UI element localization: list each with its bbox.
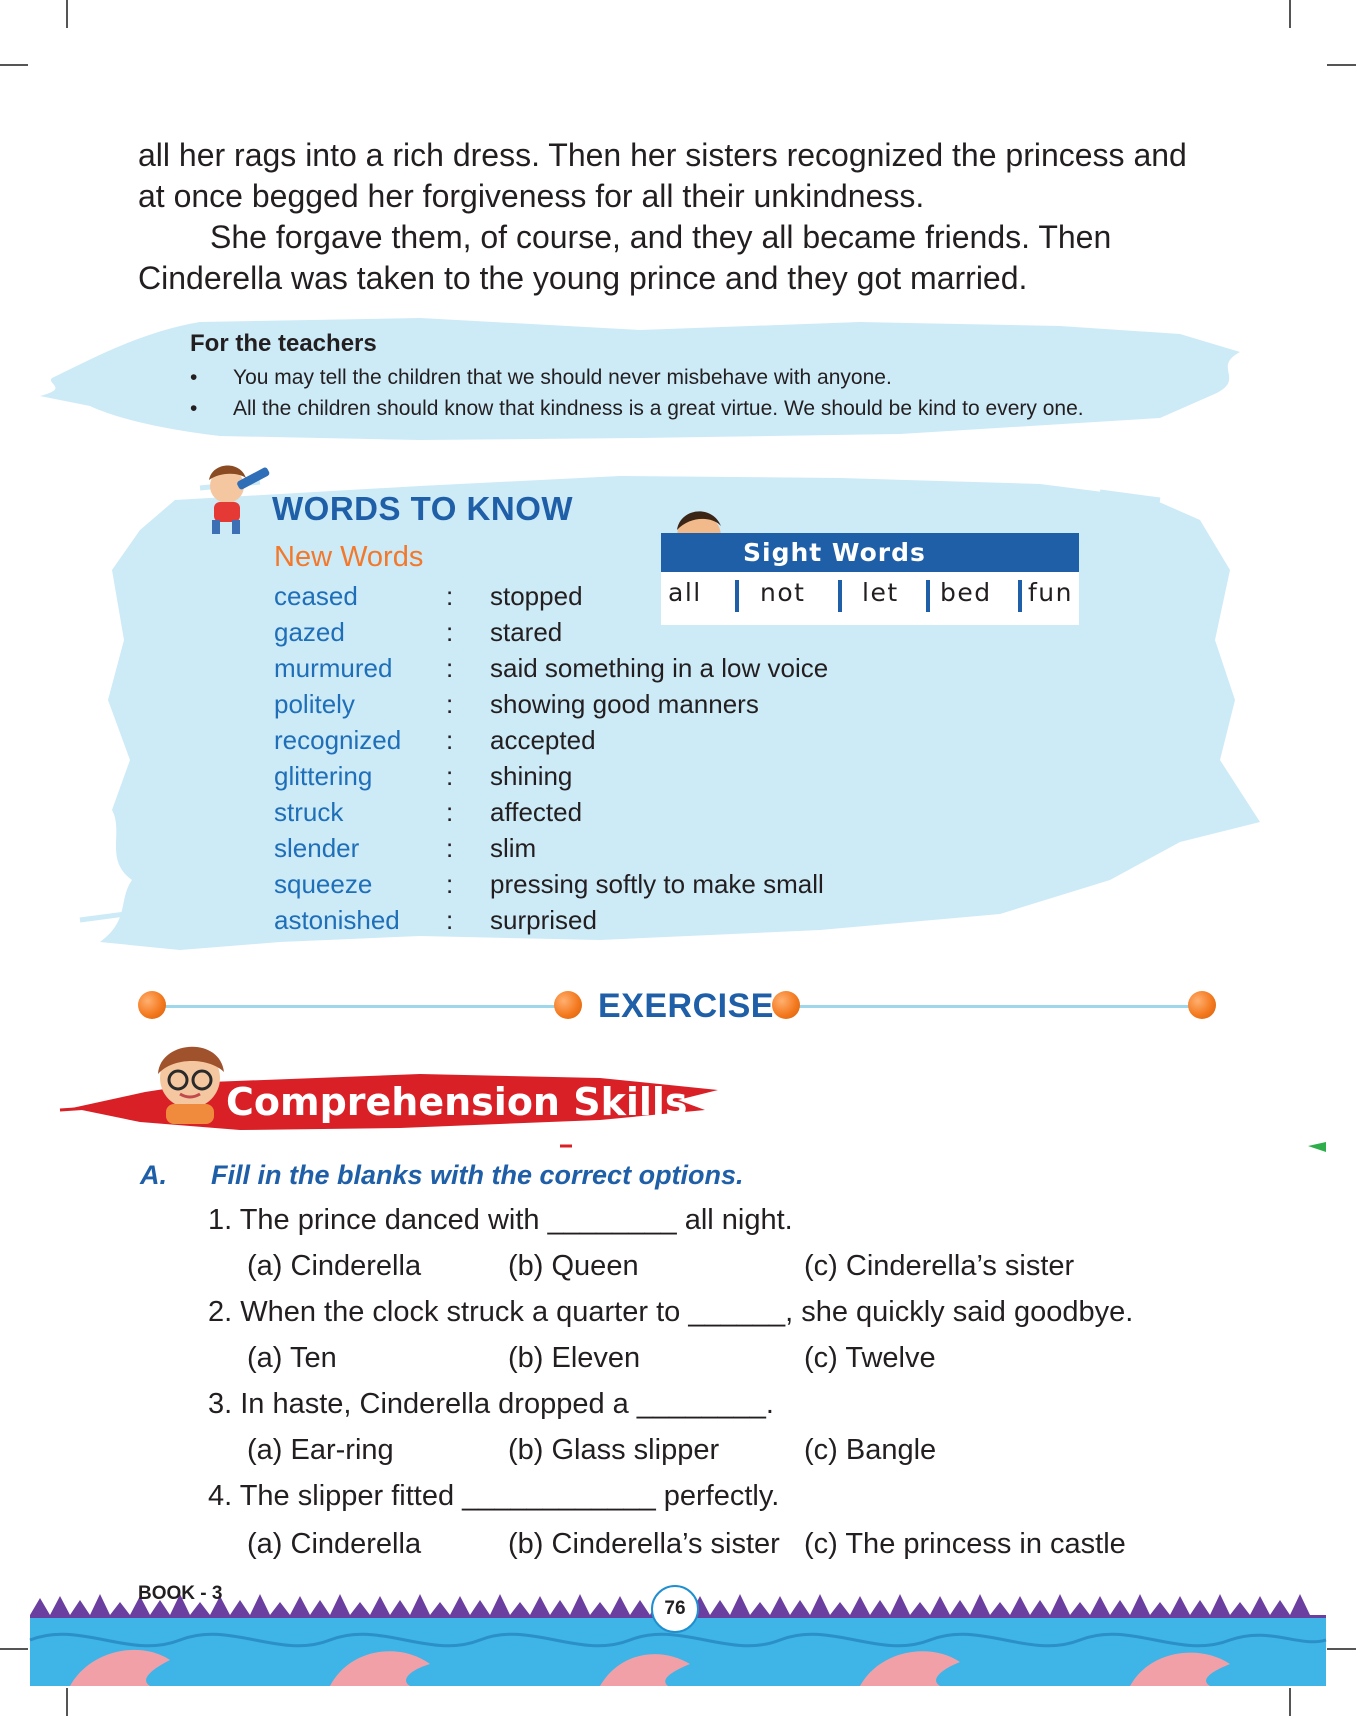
word: politely [274,689,355,719]
option: (c) Cinderella’s sister [804,1250,1075,1282]
option: (b) Glass slipper [508,1434,720,1466]
sight-word-divider [926,580,930,612]
question: 3. In haste, Cinderella dropped a ________. [208,1388,774,1420]
story-paragraph: She forgave them, of course, and they all became friends. Then Cinderella was taken to the young prince and they got married. [138,219,1112,296]
word-separator: : [446,833,454,863]
word-meaning: shining [490,761,573,791]
word: glittering [274,761,373,791]
option: (c) Twelve [804,1342,936,1374]
word-separator: : [446,653,454,683]
teachers-note [190,330,1190,424]
word-separator: : [446,581,454,611]
option: (a) Cinderella [247,1528,422,1560]
sight-word: bed [940,578,992,607]
word-meaning: said something in a low voice [490,653,829,683]
sight-words-box [661,533,1079,625]
words-to-know-title: WORDS TO KNOW [272,490,574,527]
question: 1. The prince danced with ________ all night. [208,1204,793,1236]
option: (a) Cinderella [247,1250,422,1282]
sight-word: fun [1028,578,1073,607]
teachers-note-item: • You may tell the children that we should never misbehave with anyone. [190,362,1190,393]
section-letter: A. [140,1160,167,1190]
orange-dot-icon [138,991,166,1019]
sight-word: all [668,578,702,607]
question: 2. When the clock struck a quarter to ______, she quickly said goodbye. [208,1296,1134,1328]
new-words-title: New Words [274,541,424,573]
sight-word: not [760,578,806,607]
word: murmured [274,653,393,683]
word: struck [274,797,344,827]
orange-dot-icon [554,991,582,1019]
word-separator: : [446,797,454,827]
word-meaning: showing good manners [490,689,759,719]
word: slender [274,833,360,863]
word: squeeze [274,869,373,899]
word: astonished [274,905,400,935]
exercise-title: EXERCISE [598,987,774,1025]
question: 4. The slipper fitted ____________ perfectly. [208,1480,780,1512]
option: (a) Ear-ring [247,1434,394,1466]
page-number: 76 [651,1585,699,1633]
word-meaning: accepted [490,725,596,755]
option: (a) Ten [247,1342,337,1374]
word-separator: : [446,761,454,791]
section-instruction: Fill in the blanks with the correct options. [211,1160,744,1190]
word-separator: : [446,869,454,899]
word-separator: : [446,905,454,935]
word-meaning: slim [490,833,537,863]
story-text [138,135,1218,299]
word-meaning: affected [490,797,583,827]
word-meaning: pressing softly to make small [490,869,824,899]
exercise-divider-line [796,1005,1192,1008]
option: (b) Queen [508,1250,639,1282]
sight-word-divider [735,580,739,612]
teachers-note-list [190,362,1190,424]
comprehension-skills-title: Comprehension Skills [226,1080,688,1124]
word-meaning: stared [490,617,563,647]
word-separator: : [446,725,454,755]
sight-word-divider [1018,580,1022,612]
teachers-note-title: For the teachers [190,330,377,357]
sight-word-divider [838,580,842,612]
book-label: BOOK - 3 [138,1583,223,1604]
word: ceased [274,581,358,611]
word: recognized [274,725,402,755]
sight-word: let [862,578,899,607]
story-paragraph: all her rags into a rich dress. Then her sisters recognized the princess and at once begged her forgiveness for all their unkindness. [138,137,1187,214]
option: (c) Bangle [804,1434,937,1466]
word-meaning: stopped [490,581,583,611]
option: (b) Eleven [508,1342,641,1374]
teachers-note-item: • All the children should know that kindness is a great virtue. We should be kind to every one. [190,393,1190,424]
word-separator: : [446,617,454,647]
word: gazed [274,617,345,647]
word-meaning: surprised [490,905,597,935]
option: (b) Cinderella’s sister [508,1528,780,1560]
option: (c) The princess in castle [804,1528,1126,1560]
sight-words-title: Sight Words [661,533,1079,572]
orange-dot-icon [1188,991,1216,1019]
exercise-divider-line [152,1005,558,1008]
orange-dot-icon [772,991,800,1019]
word-separator: : [446,689,454,719]
